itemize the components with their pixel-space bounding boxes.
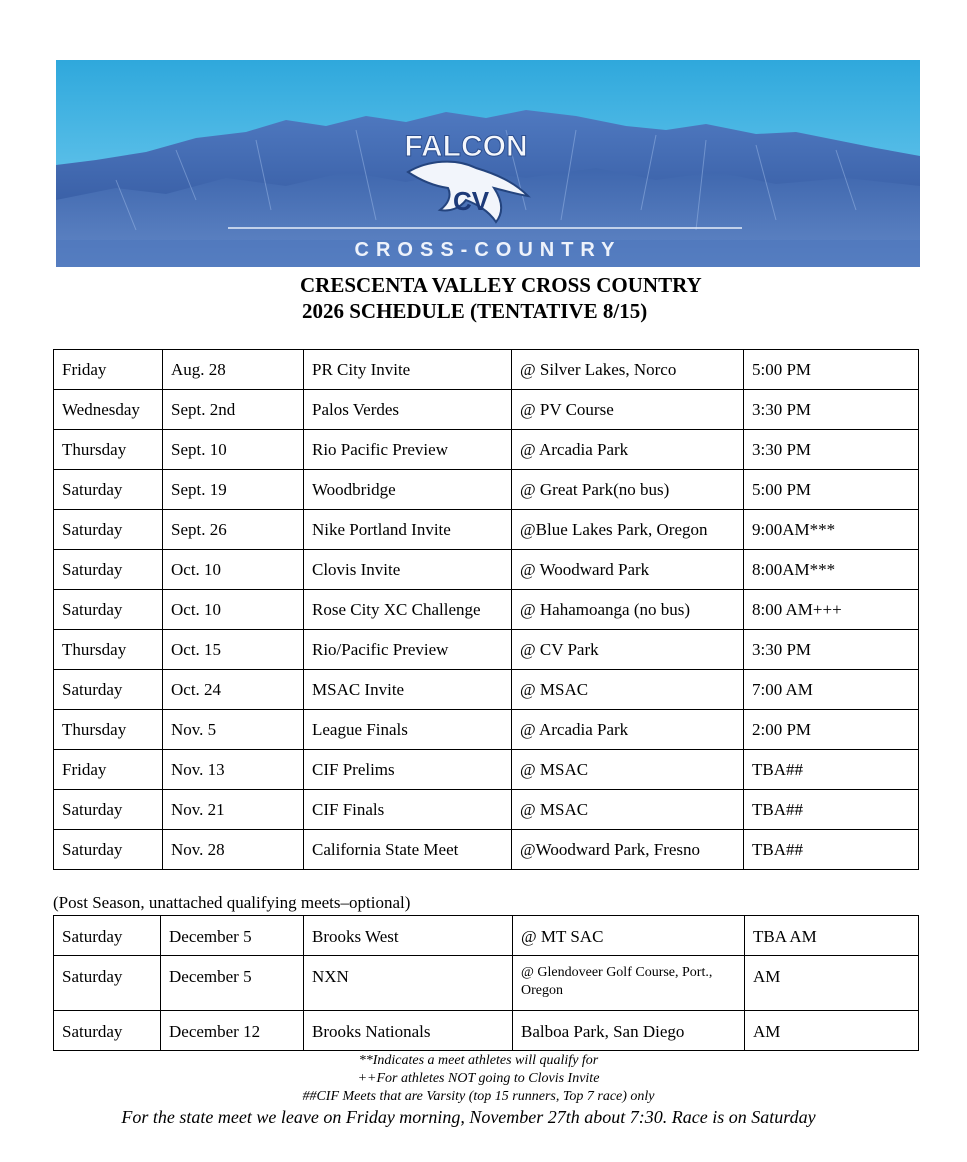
date-cell: Nov. 5 bbox=[163, 710, 304, 750]
header-banner bbox=[56, 60, 920, 267]
table-row bbox=[54, 670, 919, 710]
date-cell: Aug. 28 bbox=[163, 350, 304, 390]
footnote-qualify: **Indicates a meet athletes will qualify for bbox=[358, 1053, 599, 1068]
day-cell: Saturday bbox=[54, 916, 161, 956]
location-cell: @ Glendoveer Golf Course, Port., Oregon bbox=[513, 956, 745, 1011]
time-cell: TBA## bbox=[744, 790, 919, 830]
table-row bbox=[54, 916, 919, 956]
footnote-clovis: ++For athletes NOT going to Clovis Invite bbox=[357, 1071, 600, 1086]
day-cell: Saturday bbox=[54, 1011, 161, 1051]
table-row bbox=[54, 710, 919, 750]
location-cell: @ Arcadia Park bbox=[512, 710, 744, 750]
day-cell: Saturday bbox=[54, 830, 163, 870]
table-row bbox=[54, 630, 919, 670]
location-cell: @ MSAC bbox=[512, 670, 744, 710]
meet-cell: League Finals bbox=[304, 710, 512, 750]
date-cell: Oct. 15 bbox=[163, 630, 304, 670]
day-cell: Saturday bbox=[54, 956, 161, 1011]
location-cell: @ Woodward Park bbox=[512, 550, 744, 590]
schedule-table bbox=[53, 349, 919, 870]
date-cell: Oct. 10 bbox=[163, 550, 304, 590]
time-cell: TBA## bbox=[744, 830, 919, 870]
document-subtitle: 2026 SCHEDULE (TENTATIVE 8/15) bbox=[302, 299, 648, 323]
day-cell: Wednesday bbox=[54, 390, 163, 430]
location-cell: @ MSAC bbox=[512, 790, 744, 830]
date-cell: Sept. 26 bbox=[163, 510, 304, 550]
location-cell: @Woodward Park, Fresno bbox=[512, 830, 744, 870]
meet-cell: Brooks West bbox=[304, 916, 513, 956]
table-row bbox=[54, 956, 919, 1011]
location-cell: Balboa Park, San Diego bbox=[513, 1011, 745, 1051]
date-cell: Oct. 10 bbox=[163, 590, 304, 630]
meet-cell: NXN bbox=[304, 956, 513, 1011]
table-row bbox=[54, 790, 919, 830]
table-row bbox=[54, 470, 919, 510]
date-cell: Oct. 24 bbox=[163, 670, 304, 710]
location-cell: @ Arcadia Park bbox=[512, 430, 744, 470]
day-cell: Friday bbox=[54, 350, 163, 390]
day-cell: Saturday bbox=[54, 790, 163, 830]
time-cell: 2:00 PM bbox=[744, 710, 919, 750]
table-row bbox=[54, 390, 919, 430]
table-row bbox=[54, 590, 919, 630]
table-row bbox=[54, 1011, 919, 1051]
time-cell: 5:00 PM bbox=[744, 350, 919, 390]
table-row bbox=[54, 350, 919, 390]
meet-cell: MSAC Invite bbox=[304, 670, 512, 710]
footnote-state-meet: For the state meet we leave on Friday morning, November 27th about 7:30. Race is on Saturday bbox=[121, 1107, 816, 1127]
location-cell: @ Great Park(no bus) bbox=[512, 470, 744, 510]
date-cell: December 5 bbox=[161, 916, 304, 956]
meet-cell: Palos Verdes bbox=[304, 390, 512, 430]
footnote-cif: ##CIF Meets that are Varsity (top 15 runners, Top 7 race) only bbox=[302, 1089, 655, 1104]
mountain-banner-image bbox=[56, 60, 920, 267]
meet-cell: Woodbridge bbox=[304, 470, 512, 510]
day-cell: Saturday bbox=[54, 510, 163, 550]
location-cell: @Blue Lakes Park, Oregon bbox=[512, 510, 744, 550]
meet-cell: Nike Portland Invite bbox=[304, 510, 512, 550]
location-cell: @ Hahamoanga (no bus) bbox=[512, 590, 744, 630]
location-cell: @ MSAC bbox=[512, 750, 744, 790]
date-cell: Nov. 28 bbox=[163, 830, 304, 870]
day-cell: Thursday bbox=[54, 630, 163, 670]
cross-country-logo-text: CROSS-COUNTRY bbox=[354, 239, 622, 261]
table-row bbox=[54, 510, 919, 550]
date-cell: Sept. 10 bbox=[163, 430, 304, 470]
date-cell: Nov. 13 bbox=[163, 750, 304, 790]
day-cell: Saturday bbox=[54, 590, 163, 630]
time-cell: 9:00AM*** bbox=[744, 510, 919, 550]
date-cell: December 12 bbox=[161, 1011, 304, 1051]
meet-cell: Brooks Nationals bbox=[304, 1011, 513, 1051]
meet-cell: Rio/Pacific Preview bbox=[304, 630, 512, 670]
meet-cell: California State Meet bbox=[304, 830, 512, 870]
table-row bbox=[54, 550, 919, 590]
date-cell: Nov. 21 bbox=[163, 790, 304, 830]
date-cell: Sept. 2nd bbox=[163, 390, 304, 430]
meet-cell: PR City Invite bbox=[304, 350, 512, 390]
table-row bbox=[54, 750, 919, 790]
day-cell: Friday bbox=[54, 750, 163, 790]
time-cell: 3:30 PM bbox=[744, 430, 919, 470]
time-cell: 3:30 PM bbox=[744, 630, 919, 670]
post-season-heading: (Post Season, unattached qualifying meets–optional) bbox=[53, 893, 411, 912]
meet-cell: Rose City XC Challenge bbox=[304, 590, 512, 630]
meet-cell: Rio Pacific Preview bbox=[304, 430, 512, 470]
time-cell: AM bbox=[745, 1011, 919, 1051]
time-cell: TBA## bbox=[744, 750, 919, 790]
location-cell: @ MT SAC bbox=[513, 916, 745, 956]
day-cell: Saturday bbox=[54, 550, 163, 590]
day-cell: Thursday bbox=[54, 710, 163, 750]
cv-logo-letters: CV bbox=[452, 186, 490, 216]
location-cell: @ PV Course bbox=[512, 390, 744, 430]
falcon-logo-word: FALCON bbox=[404, 130, 528, 163]
table-row bbox=[54, 430, 919, 470]
table-row bbox=[54, 830, 919, 870]
document-title: CRESCENTA VALLEY CROSS COUNTRY bbox=[300, 273, 702, 297]
date-cell: Sept. 19 bbox=[163, 470, 304, 510]
day-cell: Thursday bbox=[54, 430, 163, 470]
time-cell: 7:00 AM bbox=[744, 670, 919, 710]
meet-cell: Clovis Invite bbox=[304, 550, 512, 590]
date-cell: December 5 bbox=[161, 956, 304, 1011]
location-cell: @ CV Park bbox=[512, 630, 744, 670]
time-cell: 3:30 PM bbox=[744, 390, 919, 430]
time-cell: 5:00 PM bbox=[744, 470, 919, 510]
time-cell: AM bbox=[745, 956, 919, 1011]
time-cell: 8:00AM*** bbox=[744, 550, 919, 590]
day-cell: Saturday bbox=[54, 470, 163, 510]
meet-cell: CIF Prelims bbox=[304, 750, 512, 790]
meet-cell: CIF Finals bbox=[304, 790, 512, 830]
footnotes bbox=[0, 1052, 967, 1128]
time-cell: TBA AM bbox=[745, 916, 919, 956]
day-cell: Saturday bbox=[54, 670, 163, 710]
post-season-table bbox=[53, 915, 919, 1051]
location-cell: @ Silver Lakes, Norco bbox=[512, 350, 744, 390]
time-cell: 8:00 AM+++ bbox=[744, 590, 919, 630]
